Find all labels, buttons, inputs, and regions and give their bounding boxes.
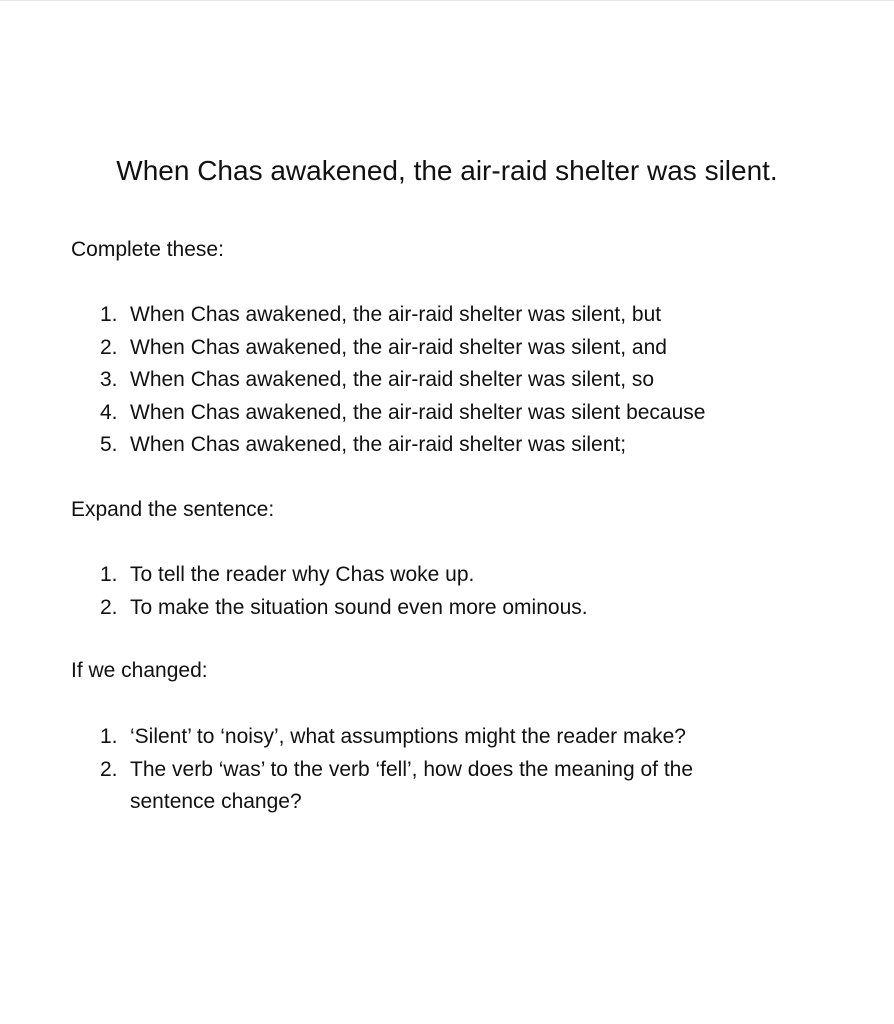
expand-list bbox=[0, 559, 894, 624]
section-heading-complete: Complete these: bbox=[71, 238, 224, 261]
list-item-number: 1. bbox=[100, 303, 118, 326]
list-item-text: When Chas awakened, the air-raid shelter was silent; bbox=[130, 433, 627, 456]
list-item bbox=[0, 429, 894, 462]
list-item-number: 2. bbox=[100, 757, 118, 781]
list-item bbox=[0, 299, 894, 332]
list-item bbox=[0, 592, 894, 625]
list-item-number: 1. bbox=[100, 725, 118, 748]
list-item bbox=[0, 754, 894, 819]
list-item-text: When Chas awakened, the air-raid shelter was silent, and bbox=[130, 335, 667, 359]
list-item-number: 2. bbox=[100, 595, 118, 619]
list-item-text: The verb ‘was’ to the verb ‘fell’, how does the meaning of the sentence change? bbox=[130, 757, 694, 813]
list-item bbox=[0, 332, 894, 365]
section-heading-expand: Expand the sentence: bbox=[71, 498, 275, 521]
changed-list bbox=[0, 721, 894, 819]
list-item-text: When Chas awakened, the air-raid shelter was silent, so bbox=[130, 368, 655, 391]
list-item-text: ‘Silent’ to ‘noisy’, what assumptions might the reader make? bbox=[130, 725, 686, 748]
list-item-number: 2. bbox=[100, 335, 118, 359]
list-item-number: 5. bbox=[100, 433, 118, 456]
list-item bbox=[0, 364, 894, 397]
document-title: When Chas awakened, the air-raid shelter was silent. bbox=[116, 155, 778, 186]
list-item-text: When Chas awakened, the air-raid shelter was silent because bbox=[130, 400, 706, 424]
list-item-text: To make the situation sound even more ominous. bbox=[130, 595, 588, 619]
section-heading-changed: If we changed: bbox=[71, 659, 208, 682]
list-item bbox=[0, 721, 894, 754]
list-item-text: To tell the reader why Chas woke up. bbox=[130, 563, 475, 586]
list-item-number: 1. bbox=[100, 563, 118, 586]
list-item-text: When Chas awakened, the air-raid shelter was silent, but bbox=[130, 303, 662, 326]
list-item-number: 4. bbox=[100, 400, 118, 424]
list-item bbox=[0, 397, 894, 430]
list-item bbox=[0, 559, 894, 592]
list-item-number: 3. bbox=[100, 368, 118, 391]
complete-list bbox=[0, 299, 894, 462]
